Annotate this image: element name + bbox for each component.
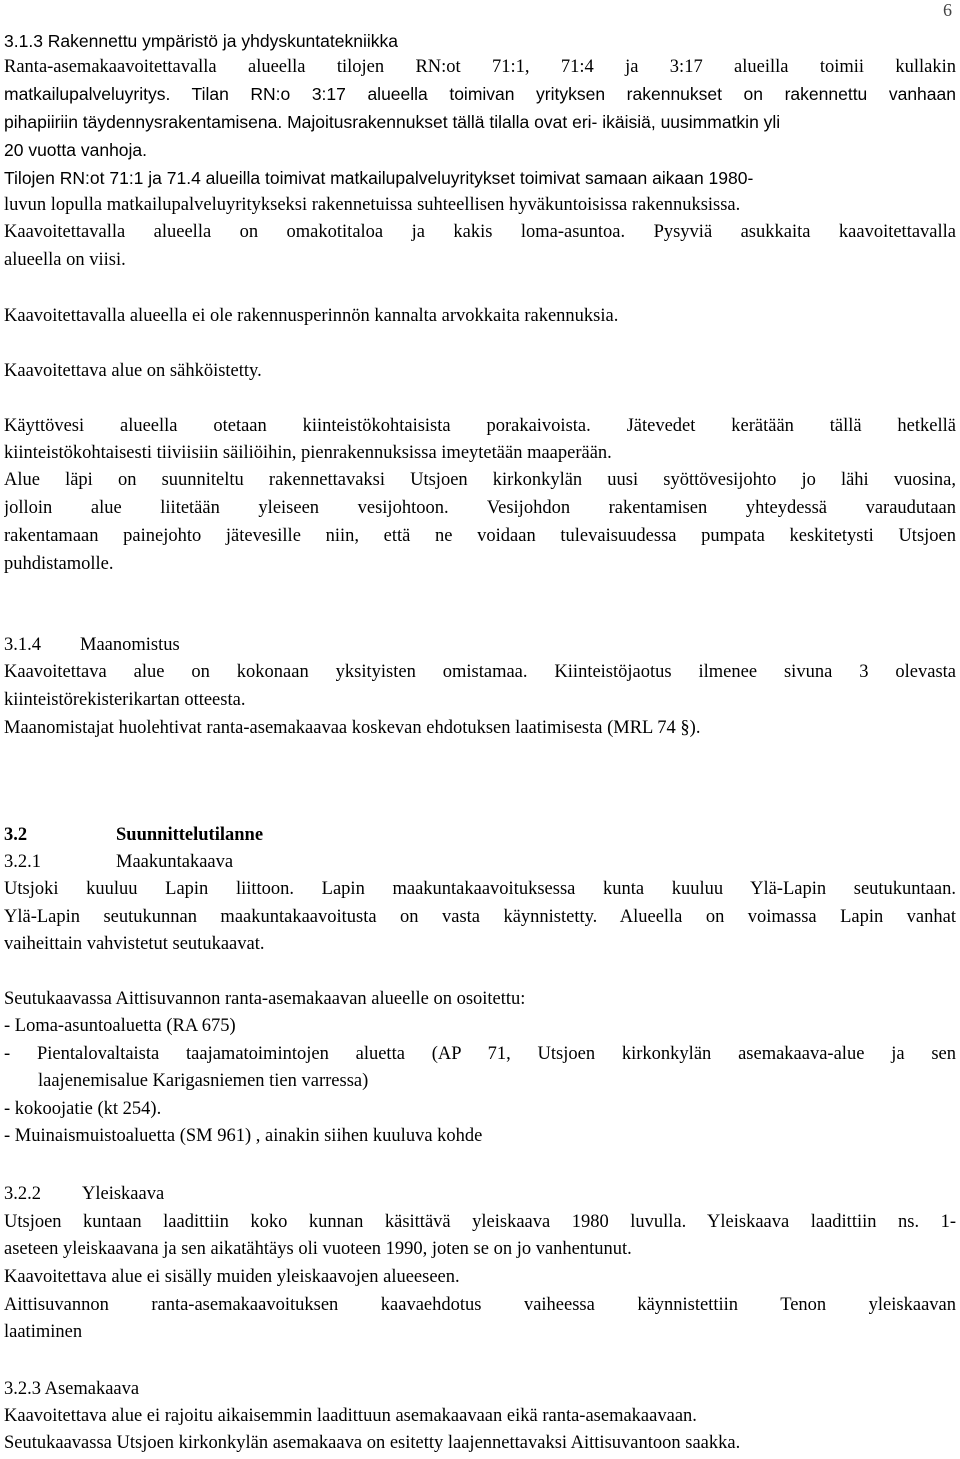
paragraph-line: laatiminen — [4, 1322, 83, 1342]
list-item: - Loma-asuntoaluetta (RA 675) — [4, 1016, 236, 1036]
section-heading-3-1-3: 3.1.3 Rakennettu ympäristö ja yhdyskuntatekniikka — [4, 31, 398, 51]
paragraph-line: Kaavoitettavalla alueella on omakotitaloa ja kakis loma-asuntoa. Pysyviä asukkaita kaavoitettavalla — [4, 222, 956, 242]
section-title: Yleiskaava — [82, 1184, 165, 1204]
paragraph-line: kiinteistökohtaisesti tiiviisiin säiliöihin, pienrakennuksissa imeytetään maaperään. — [4, 443, 612, 463]
paragraph-line: Kaavoitettava alue on sähköistetty. — [4, 361, 262, 381]
list-item: - Muinaismuistoaluetta (SM 961) , ainakin siihen kuuluva kohde — [4, 1126, 483, 1146]
paragraph-line: Alue läpi on suunniteltu rakennettavaksi Utsjoen kirkonkylän uusi syöttövesijohto jo lähi vuosina, — [4, 470, 956, 490]
paragraph-line: Seutukaavassa Utsjoen kirkonkylän asemakaava on esitetty laajennettavaksi Aittisuvantoon saakka. — [4, 1433, 741, 1453]
paragraph-line: Tilojen RN:ot 71:1 ja 71.4 alueilla toimivat matkailupalveluyritykset toimivat samaan aikaan 1980- — [4, 168, 754, 188]
section-title: Maakuntakaava — [116, 852, 234, 872]
paragraph-line: Seutukaavassa Aittisuvannon ranta-asemakaavan alueelle on osoitettu: — [4, 989, 526, 1009]
paragraph-line: jolloin alue liitetään yleiseen vesijohtoon. Vesijohdon rakentamisen yhteydessä varaudutaan — [4, 498, 956, 518]
paragraph-line: Ylä-Lapin seutukunnan maakuntakaavoitusta on vasta käynnistetty. Alueella on voimassa Lapin vanhat — [4, 907, 956, 927]
paragraph-line: alueella on viisi. — [4, 250, 126, 270]
paragraph-line: Ranta-asemakaavoitettavalla alueella tilojen RN:ot 71:1, 71:4 ja 3:17 alueilla toimii kullakin — [4, 57, 956, 77]
paragraph-line: 20 vuotta vanhoja. — [4, 140, 148, 160]
paragraph-line: Aittisuvannon ranta-asemakaavoituksen kaavaehdotus vaiheessa käynnistettiin Tenon yleiskaavan — [4, 1295, 956, 1315]
section-number: 3.2 — [4, 825, 28, 845]
paragraph-line: vaiheittain vahvistetut seutukaavat. — [4, 934, 265, 954]
section-heading-3-1-4 — [4, 633, 180, 657]
paragraph-line: Kaavoitettava alue ei sisälly muiden yleiskaavojen alueeseen. — [4, 1267, 460, 1287]
paragraph-line: Käyttövesi alueella otetaan kiinteistökohtaisista porakaivoista. Jätevedet kerätään tällä hetkellä — [4, 416, 956, 436]
section-heading-3-2-1 — [4, 850, 233, 874]
list-item-continuation: laajenemisalue Karigasniemen tien varressa) — [38, 1071, 369, 1091]
page-number: 6 — [943, 0, 952, 20]
paragraph-line: Utsjoki kuuluu Lapin liittoon. Lapin maakuntakaavoituksessa kunta kuuluu Ylä-Lapin seutukuntaan. — [4, 879, 956, 899]
paragraph-line: puhdistamolle. — [4, 554, 114, 574]
paragraph-line: Kaavoitettavalla alueella ei ole rakennusperinnön kannalta arvokkaita rakennuksia. — [4, 306, 619, 326]
section-heading-3-2 — [4, 823, 263, 847]
paragraph-line: matkailupalveluyritys. Tilan RN:o 3:17 alueella toimivan yrityksen rakennukset on rakennettu vanhaan — [4, 84, 956, 104]
section-heading-3-2-3: 3.2.3 Asemakaava — [4, 1379, 140, 1399]
section-heading-3-2-2 — [4, 1182, 164, 1206]
section-number: 3.1.4 — [4, 635, 41, 655]
list-item: - kokoojatie (kt 254). — [4, 1099, 162, 1119]
section-title: Suunnittelutilanne — [116, 825, 264, 845]
section-title: Maanomistus — [80, 635, 180, 655]
paragraph-line: Kaavoitettava alue on kokonaan yksityisten omistamaa. Kiinteistöjaotus ilmenee sivuna 3 olevasta — [4, 662, 956, 682]
paragraph-line: aseteen yleiskaavana ja sen aikatähtäys oli vuoteen 1990, joten se on jo vanhentunut. — [4, 1239, 632, 1259]
paragraph-line: Kaavoitettava alue ei rajoitu aikaisemmin laadittuun asemakaavaan eikä ranta-asemakaavaan. — [4, 1406, 697, 1426]
paragraph-line: kiinteistörekisterikartan otteesta. — [4, 690, 246, 710]
paragraph-line: luvun lopulla matkailupalveluyritykseksi rakennetuissa suhteellisen hyväkuntoisissa rakennuksissa. — [4, 195, 741, 215]
paragraph-line: Utsjoen kuntaan laadittiin koko kunnan käsittävä yleiskaava 1980 luvulla. Yleiskaava laadittiin ns. 1- — [4, 1212, 956, 1232]
section-number: 3.2.1 — [4, 852, 41, 872]
paragraph-line: pihapiiriin täydennysrakentamisena. Majoitusrakennukset tällä tilalla ovat eri- ikäisiä, uusimmatkin yli — [4, 112, 781, 132]
paragraph-line: rakentamaan painejohto jätevesille niin, että ne voidaan tulevaisuudessa pumpata keskitetysti Utsjoen — [4, 526, 956, 546]
section-number: 3.2.2 — [4, 1184, 41, 1204]
list-item: - Pientalovaltaista taajamatoimintojen aluetta (AP 71, Utsjoen kirkonkylän asemakaava-alue ja sen — [4, 1044, 956, 1064]
paragraph-line: Maanomistajat huolehtivat ranta-asemakaavaa koskevan ehdotuksen laatimisesta (MRL 74 §). — [4, 718, 701, 738]
